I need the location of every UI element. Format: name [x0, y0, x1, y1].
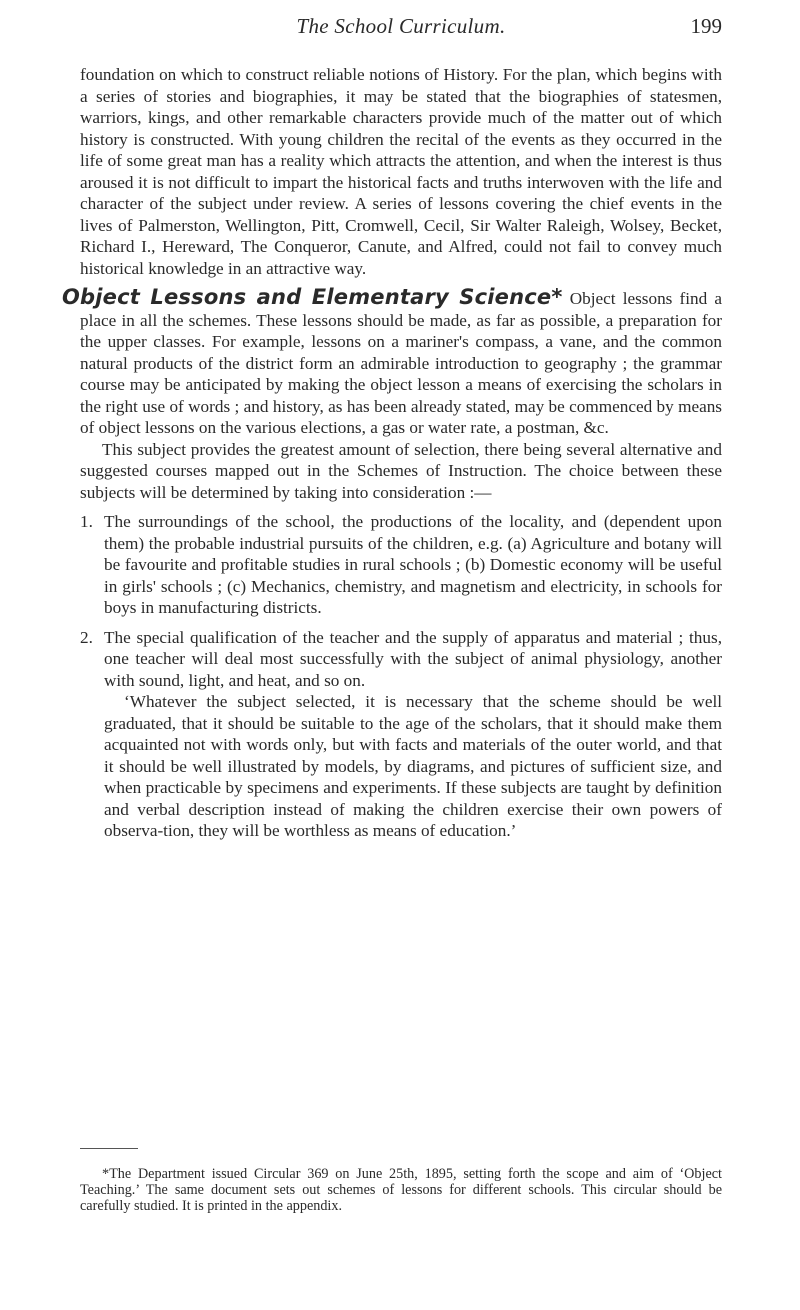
list-item-text: The special qualification of the teacher and the supply of apparatus and material ; thus, one teacher will deal most successfully with the subject of animal physiology, another with sound, light, and heat, and so on.: [104, 627, 722, 690]
body-text: [62, 64, 723, 842]
footnote: *The Department issued Circular 369 on June 25th, 1895, setting forth the scope and aim of ‘Object Teaching.’ The same document sets out schemes of lessons for different schools. This circular should be carefully studied. It is printed in the appendix.: [80, 1166, 722, 1215]
list-item-text: The surroundings of the school, the productions of the locality, and (dependent upon them) the probable industrial pursuits of the children, e.g. (a) Agriculture and botany will be favourite and profitable studies in rural schools ; (b) Domestic economy will be useful in girls' schools ; (c) Mechanics, chemistry, and magnetism and electricity, in schools for boys in manufacturing districts.: [104, 512, 722, 617]
page-number: 199: [690, 14, 722, 38]
list-item: [80, 511, 722, 619]
list-item-number: 1.: [80, 512, 93, 531]
running-title: The School Curriculum.: [296, 14, 506, 38]
section-heading: Object Lessons and Elementary Science*: [62, 285, 563, 309]
list-item-number: 2.: [80, 627, 93, 647]
list-item: [80, 627, 722, 692]
quoted-paragraph: ‘Whatever the subject selected, it is necessary that the scheme should be well graduated, that it should be suitable to the age of the scholars, that it should make them acquainted not with words only, but with facts and materials of the outer world, and that it should be well illustrated by models, by diagrams, and pictures of sufficient size, and when practicable by specimens and experiments. If these subjects are taught by definition and verbal description instead of making the children exercise their own powers of observa-tion, they will be worthless as means of education.’: [104, 692, 722, 840]
running-header: [80, 14, 722, 44]
selection-paragraph: This subject provides the greatest amount of selection, there being several alternative and suggested courses mapped out in the Schemes of Instruction. The choice between these subjects will be determined by taking into consideration :—: [80, 439, 722, 502]
intro-paragraph: foundation on which to construct reliable notions of History. For the plan, which begins with a series of stories and biographies, it may be stated that the biographies of statesmen, warriors, kings, and other remarkable characters provide much of the matter out of which history is constructed. With young children the recital of the events as they occurred in the life of some great man has a reality which attracts the attention, and when the interest is thus aroused it is not difficult to impart the historical facts and truths interwoven with the life and character of the subject under review. A series of lessons covering the chief events in the lives of Palmerston, Wellington, Pitt, Cromwell, Cecil, Sir Walter Raleigh, Wolsey, Becket, Richard I., Hereward, The Conqueror, Canute, and Alfred, could not fail to convey much historical knowledge in an attractive way.: [80, 65, 722, 278]
section-text: Object lessons find a place in all the schemes. These lessons should be made, as far as possible, a preparation for the upper classes. For example, lessons on a mariner's compass, a vane, and the common natural products of the district form an admirable introduction to geography ; the grammar course may be anticipated by making the object lesson a means of exercising the scholars in the right use of words ; and history, as has been already stated, may be commenced by means of object lessons on the various elections, a gas or water rate, a postman, &c.: [80, 289, 723, 437]
section-paragraph: [62, 285, 723, 439]
footnote-rule: [80, 1148, 138, 1149]
